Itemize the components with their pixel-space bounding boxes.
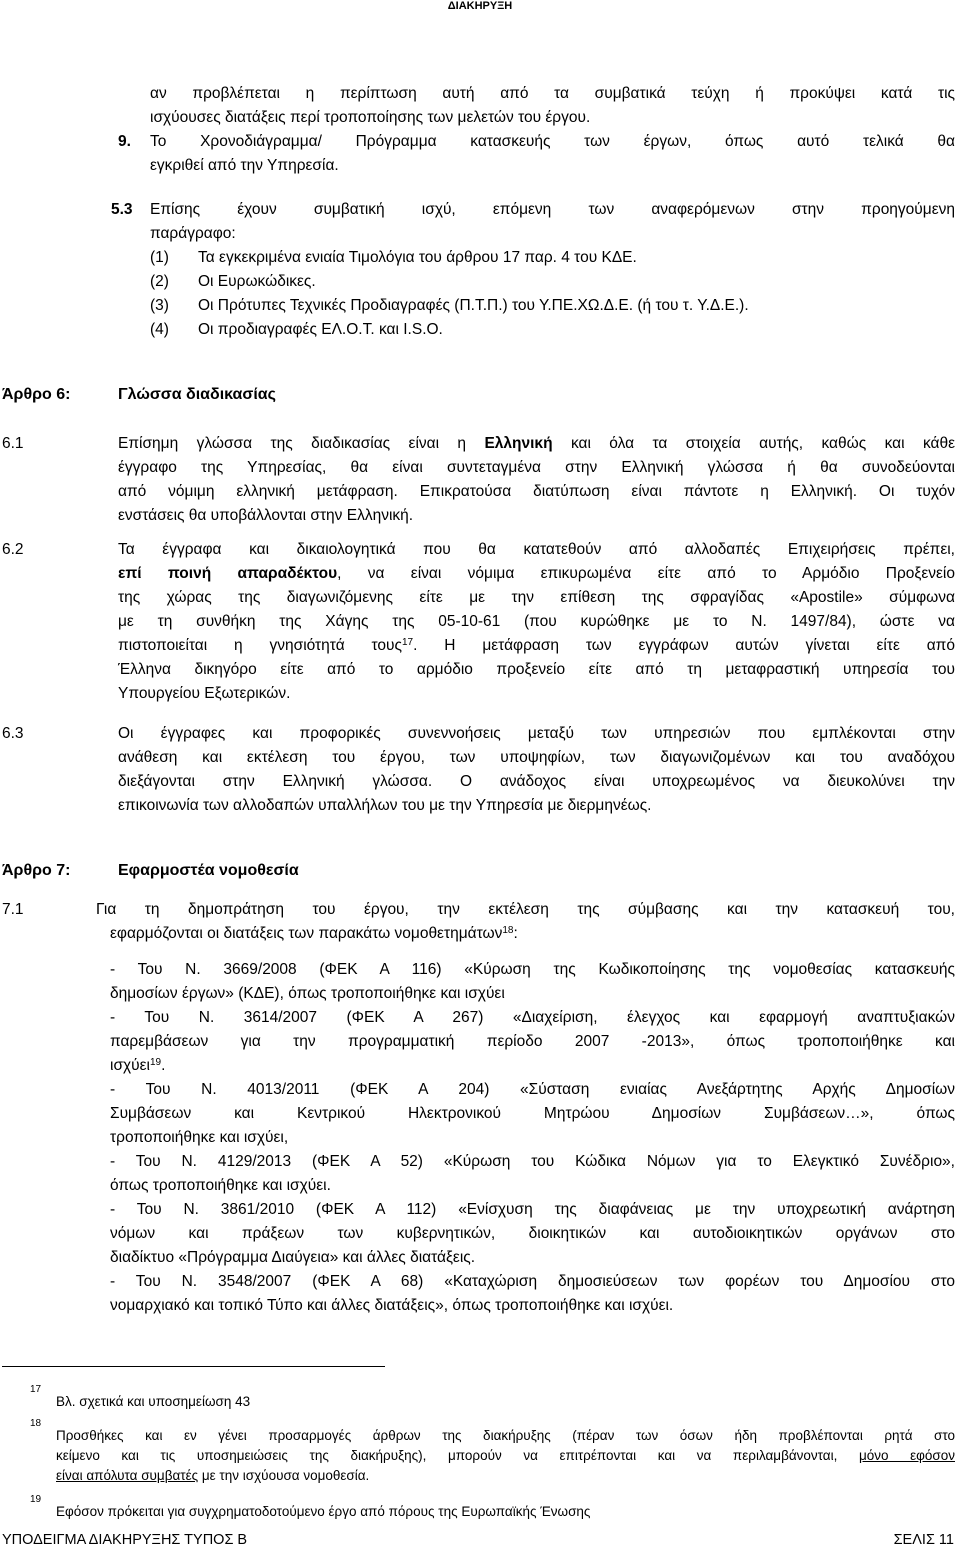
paragraph-number: 6.1 xyxy=(2,435,24,452)
footnote-ref: 19 xyxy=(149,1057,162,1068)
law-item-line: δημοσίων έργων» (ΚΔΕ), όπως τροποποιήθηκε και ισχύει xyxy=(110,985,505,1002)
paragraph-line: ανάθεση και εκτέλεση του έργου, των υποψηφίων, των διαγωνιζομένων και του αναδόχου xyxy=(118,749,955,766)
paragraph-line: αν προβλέπεται η περίπτωση αυτή από τα συμβατικά τεύχη ή προκύψει κατά τις xyxy=(150,85,955,102)
paragraph-line: της χώρας της διαγωνιζόμενης είτε με την επίθεση της σφραγίδας «Apostile» σύμφωνα xyxy=(118,589,955,606)
law-item-line: - Του Ν. 3861/2010 (ΦΕΚ Α 112) «Ενίσχυση της διαφάνειας με την υποχρεωτική ανάρτηση xyxy=(110,1201,955,1218)
item-number: 9. xyxy=(118,133,131,150)
article-label: Άρθρο 7: xyxy=(2,862,71,879)
list-item: Τα εγκεκριμένα ενιαία Τιμολόγια του άρθρου 17 παρ. 4 του ΚΔΕ. xyxy=(198,249,637,266)
footnote-ref: 18 xyxy=(502,925,514,936)
paragraph-line: Το Χρονοδιάγραμμα/ Πρόγραμμα κατασκευής των έργων, όπως αυτό τελικά θα xyxy=(150,133,955,150)
footer-page-number: ΣΕΛΙΣ 11 xyxy=(893,1532,954,1548)
law-item-line: - Του Ν. 3614/2007 (ΦΕΚ Α 267) «Διαχείριση, έλεγχος και εφαρμογή αναπτυξιακών xyxy=(110,1009,955,1026)
paragraph-line: επικοινωνία των αλλοδαπών υπαλλήλων του με την Υπηρεσία με διερμηνέως. xyxy=(118,797,652,814)
list-item: Οι Πρότυπες Τεχνικές Προδιαγραφές (Π.Τ.Π.) του Υ.ΠΕ.ΧΩ.Δ.Ε. (ή του τ. Υ.Δ.Ε.). xyxy=(198,297,749,314)
law-item-line: - Του Ν. 4013/2011 (ΦΕΚ Α 204) «Σύσταση ενιαίας Ανεξάρτητης Αρχής Δημοσίων xyxy=(110,1081,955,1098)
paragraph-line: Έλληνα δικηγόρο είτε από το αρμόδιο προξενείο είτε από τη μεταφραστική υπηρεσία του xyxy=(118,661,955,678)
paragraph-line: Υπουργείου Εξωτερικών. xyxy=(118,685,291,702)
paragraph-number: 7.1 xyxy=(2,901,24,918)
paragraph-number: 6.2 xyxy=(2,541,24,558)
list-item: Οι Ευρωκώδικες. xyxy=(198,273,316,290)
law-item-line: όπως τροποποιήθηκε και ισχύει. xyxy=(110,1177,331,1194)
law-item-line: Συμβάσεων και Κεντρικού Ηλεκτρονικού Μητρώου Δημοσίων Συμβάσεων…», όπως xyxy=(110,1105,955,1122)
footnote-text: Βλ. σχετικά και υποσημείωση 43 xyxy=(56,1394,251,1409)
article-title: Γλώσσα διαδικασίας xyxy=(118,386,276,403)
law-item-line: - Του Ν. 3548/2007 (ΦΕΚ Α 68) «Καταχώριση δημοσιεύσεων των φορέων του Δημοσίου στο xyxy=(110,1273,955,1290)
law-item-line: νομαρχιακό και τοπικό Τύπο και άλλες διατάξεις», όπως τροποποιήθηκε και ισχύει. xyxy=(110,1297,674,1314)
paragraph-line: Επίσης έχουν συμβατική ισχύ, επόμενη των αναφερόμενων στην προηγούμενη xyxy=(150,201,955,218)
paragraph-line: παράγραφο: xyxy=(150,225,236,242)
list-number: (3) xyxy=(150,297,169,314)
footer-left: ΥΠΟΔΕΙΓΜΑ ΔΙΑΚΗΡΥΞΗΣ ΤΥΠΟΣ Β xyxy=(2,1532,248,1548)
law-item-line: - Του Ν. 3669/2008 (ΦΕΚ Α 116) «Κύρωση της Κωδικοποίησης της νομοθεσίας κατασκευής xyxy=(110,961,955,978)
paragraph-line: με τη συνθήκη της Χάγης της 05-10-61 (που κυρώθηκε με το Ν. 1497/84), ώστε να xyxy=(118,613,955,630)
law-item-line: διαδίκτυο «Πρόγραμμα Διαύγεια» και άλλες διατάξεις. xyxy=(110,1249,476,1266)
paragraph-line: εγκριθεί από την Υπηρεσία. xyxy=(150,157,339,174)
footnote-text: Εφόσον πρόκειται για συγχρηματοδοτούμενο έργο από πόρους της Ευρωπαϊκής Ένωσης xyxy=(56,1504,591,1519)
footnote-ref: 17 xyxy=(402,637,414,648)
list-number: (2) xyxy=(150,273,169,290)
law-item-line: παρεμβάσεων για την προγραμματική περίοδο 2007 -2013», όπως τροποποιήθηκε και xyxy=(110,1033,955,1050)
paragraph-line: ισχύουσες διατάξεις περί τροποποίησης των μελετών του έργου. xyxy=(150,109,591,126)
footnote-text: κείμενο και τις υποσημειώσεις της διακήρυξης), μπορούν να επιτρέπονται και να περιλαμβάνονται, μόνο εφόσον xyxy=(56,1448,955,1463)
paragraph-line: Για τη δημοπράτηση του έργου, την εκτέλεση της σύμβασης και την κατασκευή του, xyxy=(96,901,955,918)
paragraph-line: Επίσημη γλώσσα της διαδικασίας είναι η Ελληνική και όλα τα στοιχεία αυτής, καθώς και κάθε xyxy=(118,435,955,452)
article-title: Εφαρμοστέα νομοθεσία xyxy=(118,862,299,879)
footnote-text: είναι απόλυτα συμβατές με την ισχύουσα νομοθεσία. xyxy=(56,1468,370,1483)
paragraph-line: πιστοποιείται η γνησιότητά τους$^{17}$. Η μετάφραση των εγγράφων αυτών γίνεται είτε από xyxy=(118,637,955,654)
list-item: Οι προδιαγραφές ΕΛ.Ο.Τ. και I.S.O. xyxy=(198,321,443,338)
footnote-number: 17 xyxy=(30,1384,42,1395)
law-item-line: τροποποιήθηκε και ισχύει, xyxy=(110,1129,289,1146)
footnote-text: Προσθήκες και εν γένει προσαρμογές άρθρων της διακήρυξης (πέραν των όσων ήδη προβλέπονται ρητά στο xyxy=(56,1428,955,1443)
law-item-line: - Του Ν. 4129/2013 (ΦΕΚ Α 52) «Κύρωση του Κώδικα Νόμων για το Ελεγκτικό Συνέδριο», xyxy=(110,1153,955,1170)
paragraph-line: Οι έγγραφες και προφορικές συνεννοήσεις μεταξύ των υπηρεσιών που εμπλέκονται στην xyxy=(118,725,955,742)
paragraph-number: 6.3 xyxy=(2,725,24,742)
paragraph-line: εφαρμόζονται οι διατάξεις των παρακάτω νομοθετημάτων$^{18}$: xyxy=(110,925,518,942)
paragraph-number: 5.3 xyxy=(111,201,133,218)
paragraph-line: ενστάσεις θα υποβάλλονται στην Ελληνική. xyxy=(118,507,414,524)
list-number: (1) xyxy=(150,249,169,266)
footnote-number: 18 xyxy=(30,1418,42,1429)
law-item-line: νόμων και πράξεων των κυβερνητικών, διοικητικών και αυτοδιοικητικών οργάνων στο xyxy=(110,1225,955,1242)
paragraph-line: επί ποινή απαραδέκτου, να είναι νόμιμα επικυρωμένα είτε από το Αρμόδιο Προξενείο xyxy=(118,565,955,582)
footnote-separator xyxy=(2,1366,385,1367)
article-label: Άρθρο 6: xyxy=(2,386,71,403)
paragraph-line: έγγραφο της Υπηρεσίας, θα είναι συντεταγμένα στην Ελληνική γλώσσα ή θα συνοδεύονται xyxy=(118,459,955,476)
paragraph-line: διεξάγονται στην Ελληνική γλώσσα. Ο ανάδοχος είναι υποχρεωμένος να διευκολύνει την xyxy=(118,773,955,790)
page-header: ΔΙΑΚΗΡΥΞΗ xyxy=(447,0,513,12)
law-item-line: ισχύει$^{19}$. xyxy=(110,1057,166,1074)
paragraph-line: Τα έγγραφα και δικαιολογητικά που θα κατατεθούν από αλλοδαπές Επιχειρήσεις πρέπει, xyxy=(118,541,955,558)
paragraph-line: από νόμιμη ελληνική μετάφραση. Επικρατούσα διατύπωση είναι πάντοτε η Ελληνική. Οι τυχόν xyxy=(118,483,955,500)
footnote-number: 19 xyxy=(30,1494,42,1505)
list-number: (4) xyxy=(150,321,169,338)
